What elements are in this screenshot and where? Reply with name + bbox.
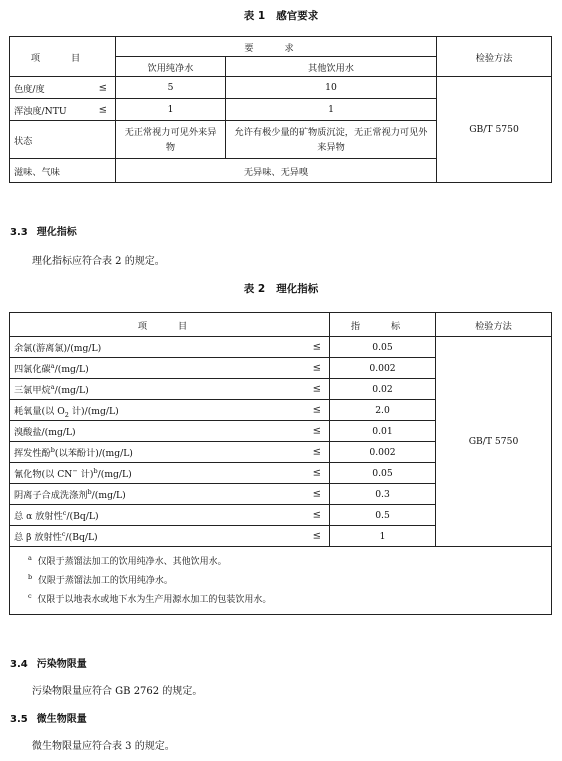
table-row-item: 阴离子合成洗涤剂$^b$/(mg/L) ≤ bbox=[10, 484, 330, 505]
table-cell-value: 0.5 bbox=[330, 505, 436, 526]
table2-caption-title: 理化指标 bbox=[276, 283, 319, 295]
table-row-item: 耗氧量(以 $O_2$ 计)/(mg/L) ≤ bbox=[10, 400, 330, 421]
table-row-item: 浑浊度/NTU ≤ bbox=[10, 99, 116, 121]
table-cell-value: 0.05 bbox=[330, 337, 436, 358]
section-paragraph: 污染物限量应符合 GB 2762 的规定。 bbox=[32, 686, 203, 697]
table1-header-item: 项 目 bbox=[10, 37, 116, 77]
table-cell-value: 5 bbox=[116, 77, 226, 99]
table1-subheader-purified: 饮用纯净水 bbox=[116, 57, 226, 77]
table-row-item: 余氯(游离氯)/(mg/L) ≤ bbox=[10, 337, 330, 358]
table-cell-value: 1 bbox=[116, 99, 226, 121]
footnote: $^b$ 仅限于蒸馏法加工的饮用纯净水。 bbox=[28, 573, 173, 586]
table1 bbox=[9, 36, 552, 183]
table-cell-value: 1 bbox=[226, 99, 437, 121]
table-row-item: 总 α 放射性$^c$/(Bq/L) ≤ bbox=[10, 505, 330, 526]
table-row-item: 滋味、气味 bbox=[10, 159, 116, 183]
table1-caption-label: 表 1 bbox=[243, 10, 266, 22]
table2-caption-label: 表 2 bbox=[243, 283, 266, 295]
section-heading: 3.4 污染物限量 bbox=[10, 659, 87, 670]
table2-header-index: 指 标 bbox=[330, 313, 436, 337]
table-row-item: 溴酸盐/(mg/L) ≤ bbox=[10, 421, 330, 442]
table-cell-value: 无异味、无异嗅 bbox=[116, 159, 437, 183]
table1-header-method: 检验方法 bbox=[437, 37, 552, 77]
table-row-item: 氰化物(以 CN− 计)$^b$/(mg/L) ≤ bbox=[10, 463, 330, 484]
table-row-item: 总 β 放射性$^c$/(Bq/L) ≤ bbox=[10, 526, 330, 547]
table-row-item: 色度/度 ≤ bbox=[10, 77, 116, 99]
table-row-item: 四氯化碳$^a$/(mg/L) ≤ bbox=[10, 358, 330, 379]
table-cell-value: 0.002 bbox=[330, 358, 436, 379]
table-cell-value: 0.3 bbox=[330, 484, 436, 505]
footnote: $^a$ 仅限于蒸馏法加工的饮用纯净水、其他饮用水。 bbox=[28, 554, 227, 567]
table1-method: GB/T 5750 bbox=[437, 77, 552, 183]
table-cell-value: 0.02 bbox=[330, 379, 436, 400]
table-cell-value: 0.002 bbox=[330, 442, 436, 463]
table2-header-method: 检验方法 bbox=[436, 313, 552, 337]
table-cell-value: 0.05 bbox=[330, 463, 436, 484]
table-cell-value: 2.0 bbox=[330, 400, 436, 421]
table2-method: GB/T 5750 bbox=[436, 337, 552, 547]
table-row-item: 挥发性酚$^b$(以苯酚计)/(mg/L) ≤ bbox=[10, 442, 330, 463]
section-heading: 3.3 理化指标 bbox=[10, 227, 77, 238]
table-cell-value: 10 bbox=[226, 77, 437, 99]
table1-subheader-other: 其他饮用水 bbox=[226, 57, 437, 77]
table-cell-value: 0.01 bbox=[330, 421, 436, 442]
table2-caption bbox=[0, 281, 562, 296]
section-paragraph: 理化指标应符合表 2 的规定。 bbox=[32, 256, 165, 267]
section-heading: 3.5 微生物限量 bbox=[10, 714, 87, 725]
table1-caption bbox=[0, 8, 562, 23]
table-row-item: 三氯甲烷$^a$/(mg/L) ≤ bbox=[10, 379, 330, 400]
table2 bbox=[9, 312, 552, 615]
table1-header-req: 要 求 bbox=[116, 37, 437, 57]
table-cell-value: 允许有极少量的矿物质沉淀，无正常视力可见外来异物 bbox=[226, 121, 437, 159]
table-cell-value: 1 bbox=[330, 526, 436, 547]
table-row-item: 状态 bbox=[10, 121, 116, 159]
table-cell-value: 无正常视力可见外来异物 bbox=[116, 121, 226, 159]
table2-footnotes bbox=[10, 547, 552, 615]
section-paragraph: 微生物限量应符合表 3 的规定。 bbox=[32, 741, 175, 752]
table2-header-item: 项 目 bbox=[10, 313, 330, 337]
footnote: $^c$ 仅限于以地表水或地下水为生产用源水加工的包装饮用水。 bbox=[28, 592, 272, 605]
table1-caption-title: 感官要求 bbox=[276, 10, 319, 22]
